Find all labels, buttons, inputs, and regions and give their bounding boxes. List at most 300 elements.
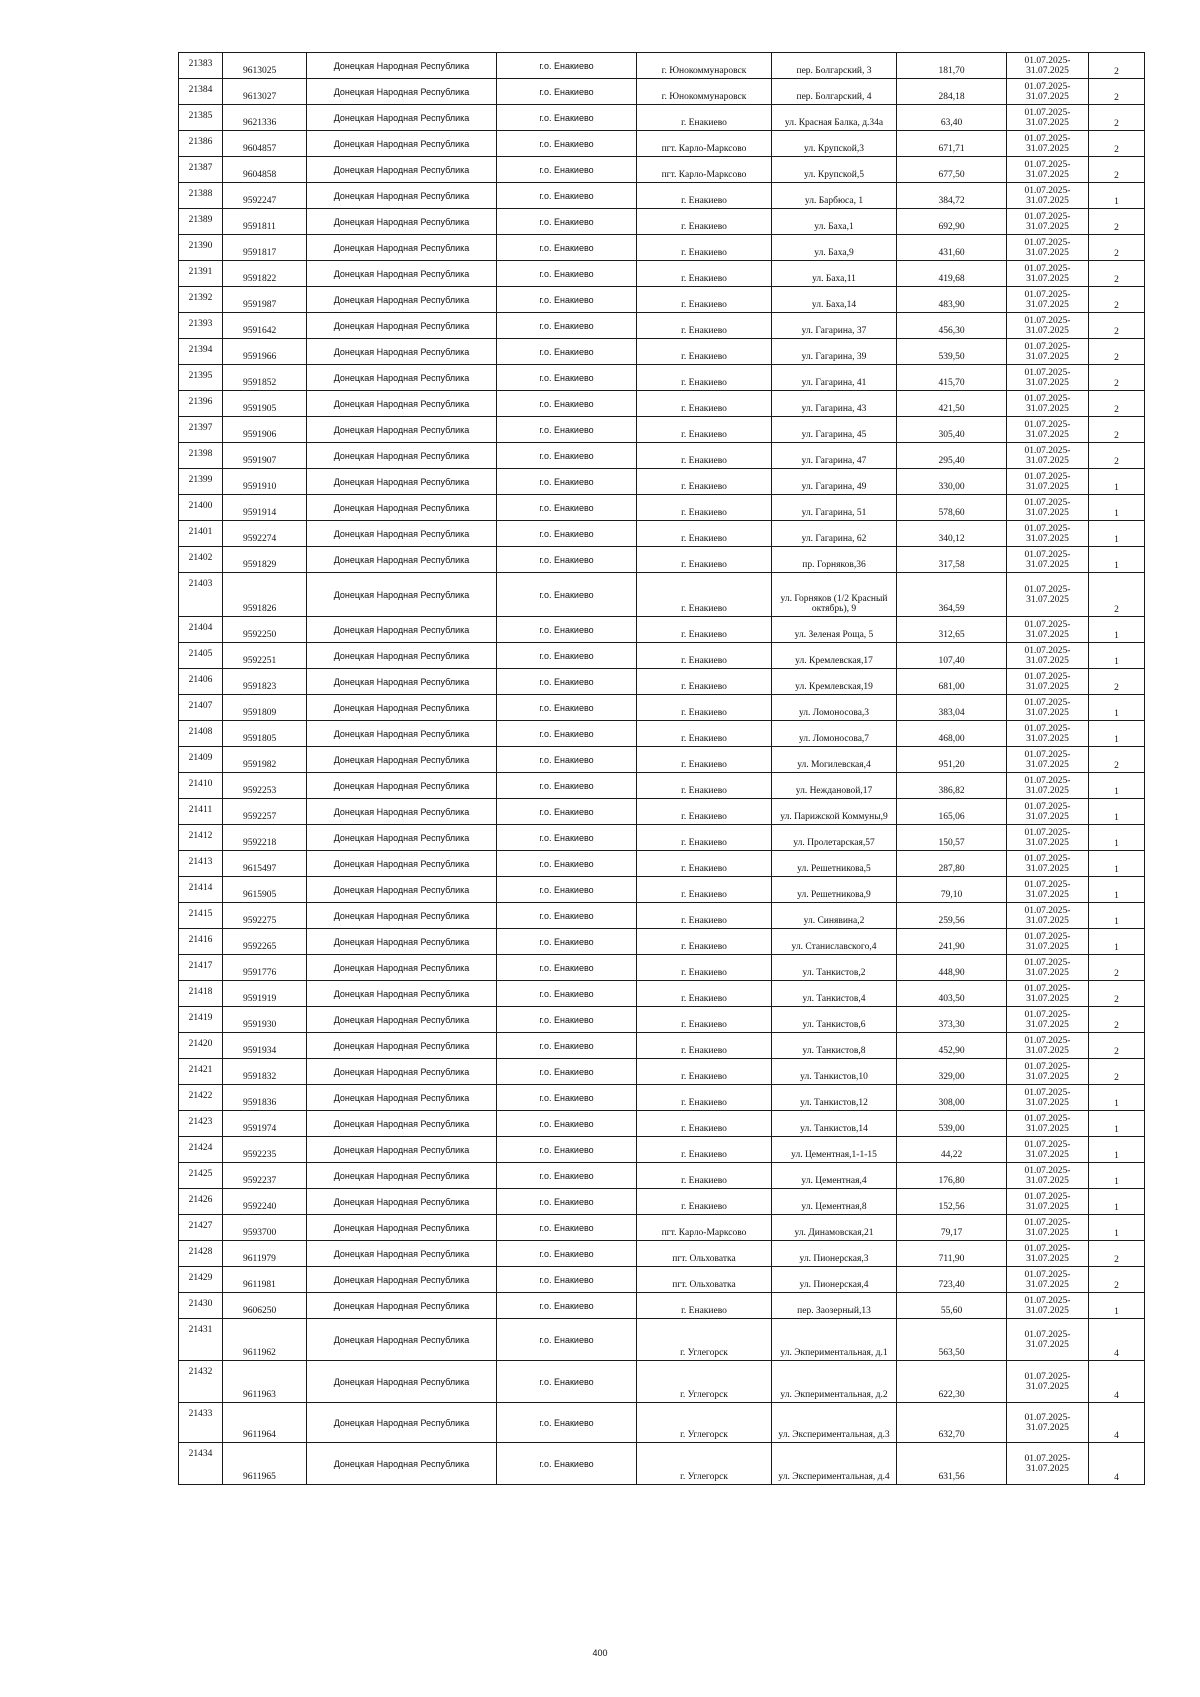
area-value: 241,90 [897, 929, 1007, 955]
street-address: ул. Кремлевская,19 [772, 669, 897, 695]
street-address: ул. Танкистов,12 [772, 1085, 897, 1111]
count-value: 2 [1089, 53, 1145, 79]
settlement-name: пгт. Карло-Марксово [637, 1215, 772, 1241]
region-name: Донецкая Народная Республика [307, 617, 497, 643]
row-number: 21393 [179, 313, 223, 339]
table-row [179, 53, 1145, 79]
area-value: 452,90 [897, 1033, 1007, 1059]
row-number: 21384 [179, 79, 223, 105]
area-value: 456,30 [897, 313, 1007, 339]
district-name: г.о. Енакиево [497, 1085, 637, 1111]
count-value: 2 [1089, 747, 1145, 773]
settlement-name: г. Енакиево [637, 617, 772, 643]
street-address: ул. Баха,11 [772, 261, 897, 287]
object-code: 9591966 [223, 339, 307, 365]
table-row [179, 1241, 1145, 1267]
period-dates: 01.07.2025- 31.07.2025 [1007, 877, 1089, 903]
object-code: 9591836 [223, 1085, 307, 1111]
settlement-name: г. Енакиево [637, 825, 772, 851]
period-dates: 01.07.2025- 31.07.2025 [1007, 131, 1089, 157]
district-name: г.о. Енакиево [497, 877, 637, 903]
row-number: 21424 [179, 1137, 223, 1163]
area-value: 287,80 [897, 851, 1007, 877]
area-value: 364,59 [897, 573, 1007, 617]
region-name: Донецкая Народная Республика [307, 157, 497, 183]
region-name: Донецкая Народная Республика [307, 1085, 497, 1111]
region-name: Донецкая Народная Республика [307, 903, 497, 929]
street-address: ул. Танкистов,4 [772, 981, 897, 1007]
row-number: 21391 [179, 261, 223, 287]
settlement-name: г. Енакиево [637, 643, 772, 669]
table-row [179, 747, 1145, 773]
period-dates: 01.07.2025- 31.07.2025 [1007, 261, 1089, 287]
object-code: 9611964 [223, 1403, 307, 1443]
object-code: 9591817 [223, 235, 307, 261]
row-number: 21406 [179, 669, 223, 695]
object-code: 9591776 [223, 955, 307, 981]
settlement-name: г. Енакиево [637, 365, 772, 391]
row-number: 21404 [179, 617, 223, 643]
object-code: 9592247 [223, 183, 307, 209]
row-number: 21386 [179, 131, 223, 157]
object-code: 9591914 [223, 495, 307, 521]
area-value: 563,50 [897, 1319, 1007, 1361]
settlement-name: г. Углегорск [637, 1361, 772, 1403]
area-value: 415,70 [897, 365, 1007, 391]
street-address: ул. Неждановой,17 [772, 773, 897, 799]
object-code: 9591974 [223, 1111, 307, 1137]
area-value: 448,90 [897, 955, 1007, 981]
street-address: ул. Цементная,8 [772, 1189, 897, 1215]
region-name: Донецкая Народная Республика [307, 417, 497, 443]
district-name: г.о. Енакиево [497, 1443, 637, 1485]
period-dates: 01.07.2025- 31.07.2025 [1007, 1163, 1089, 1189]
settlement-name: г. Енакиево [637, 339, 772, 365]
object-code: 9615905 [223, 877, 307, 903]
district-name: г.о. Енакиево [497, 955, 637, 981]
count-value: 2 [1089, 105, 1145, 131]
district-name: г.о. Енакиево [497, 695, 637, 721]
object-code: 9591829 [223, 547, 307, 573]
table-row [179, 1189, 1145, 1215]
street-address: ул. Синявина,2 [772, 903, 897, 929]
settlement-name: г. Углегорск [637, 1403, 772, 1443]
settlement-name: г. Енакиево [637, 695, 772, 721]
region-name: Донецкая Народная Республика [307, 1267, 497, 1293]
row-number: 21390 [179, 235, 223, 261]
region-name: Донецкая Народная Республика [307, 261, 497, 287]
region-name: Донецкая Народная Республика [307, 53, 497, 79]
object-code: 9591910 [223, 469, 307, 495]
area-value: 176,80 [897, 1163, 1007, 1189]
row-number: 21407 [179, 695, 223, 721]
settlement-name: г. Енакиево [637, 469, 772, 495]
district-name: г.о. Енакиево [497, 799, 637, 825]
period-dates: 01.07.2025- 31.07.2025 [1007, 287, 1089, 313]
table-row [179, 157, 1145, 183]
period-dates: 01.07.2025- 31.07.2025 [1007, 573, 1089, 617]
table-row [179, 929, 1145, 955]
district-name: г.о. Енакиево [497, 617, 637, 643]
object-code: 9591906 [223, 417, 307, 443]
settlement-name: г. Енакиево [637, 547, 772, 573]
settlement-name: г. Углегорск [637, 1443, 772, 1485]
area-value: 681,00 [897, 669, 1007, 695]
row-number: 21399 [179, 469, 223, 495]
object-code: 9606250 [223, 1293, 307, 1319]
region-name: Донецкая Народная Республика [307, 547, 497, 573]
district-name: г.о. Енакиево [497, 209, 637, 235]
period-dates: 01.07.2025- 31.07.2025 [1007, 365, 1089, 391]
count-value: 4 [1089, 1443, 1145, 1485]
row-number: 21425 [179, 1163, 223, 1189]
district-name: г.о. Енакиево [497, 495, 637, 521]
region-name: Донецкая Народная Республика [307, 643, 497, 669]
row-number: 21385 [179, 105, 223, 131]
region-name: Донецкая Народная Республика [307, 1137, 497, 1163]
table-row [179, 105, 1145, 131]
settlement-name: г. Енакиево [637, 1163, 772, 1189]
area-value: 284,18 [897, 79, 1007, 105]
table-row [179, 521, 1145, 547]
street-address: ул. Динамовская,21 [772, 1215, 897, 1241]
count-value: 2 [1089, 339, 1145, 365]
count-value: 1 [1089, 1163, 1145, 1189]
table-row [179, 1267, 1145, 1293]
row-number: 21410 [179, 773, 223, 799]
street-address: ул. Танкистов,10 [772, 1059, 897, 1085]
object-code: 9591832 [223, 1059, 307, 1085]
region-name: Донецкая Народная Республика [307, 929, 497, 955]
row-number: 21417 [179, 955, 223, 981]
district-name: г.о. Енакиево [497, 417, 637, 443]
row-number: 21398 [179, 443, 223, 469]
period-dates: 01.07.2025- 31.07.2025 [1007, 1403, 1089, 1443]
period-dates: 01.07.2025- 31.07.2025 [1007, 929, 1089, 955]
street-address: ул. Баха,9 [772, 235, 897, 261]
count-value: 2 [1089, 669, 1145, 695]
period-dates: 01.07.2025- 31.07.2025 [1007, 1215, 1089, 1241]
object-code: 9611965 [223, 1443, 307, 1485]
row-number: 21389 [179, 209, 223, 235]
table-row [179, 131, 1145, 157]
count-value: 1 [1089, 521, 1145, 547]
object-code: 9604857 [223, 131, 307, 157]
object-code: 9611963 [223, 1361, 307, 1403]
count-value: 1 [1089, 1189, 1145, 1215]
table-row [179, 365, 1145, 391]
row-number: 21433 [179, 1403, 223, 1443]
district-name: г.о. Енакиево [497, 157, 637, 183]
region-name: Донецкая Народная Республика [307, 1319, 497, 1361]
area-value: 671,71 [897, 131, 1007, 157]
row-number: 21420 [179, 1033, 223, 1059]
district-name: г.о. Енакиево [497, 1059, 637, 1085]
area-value: 384,72 [897, 183, 1007, 209]
row-number: 21387 [179, 157, 223, 183]
object-code: 9592274 [223, 521, 307, 547]
region-name: Донецкая Народная Республика [307, 209, 497, 235]
area-value: 317,58 [897, 547, 1007, 573]
table-row [179, 1163, 1145, 1189]
region-name: Донецкая Народная Республика [307, 1403, 497, 1443]
row-number: 21418 [179, 981, 223, 1007]
region-name: Донецкая Народная Республика [307, 469, 497, 495]
street-address: ул. Пионерская,4 [772, 1267, 897, 1293]
object-code: 9591809 [223, 695, 307, 721]
district-name: г.о. Енакиево [497, 1189, 637, 1215]
count-value: 2 [1089, 443, 1145, 469]
district-name: г.о. Енакиево [497, 721, 637, 747]
district-name: г.о. Енакиево [497, 1007, 637, 1033]
table-row [179, 695, 1145, 721]
row-number: 21421 [179, 1059, 223, 1085]
period-dates: 01.07.2025- 31.07.2025 [1007, 521, 1089, 547]
object-code: 9591852 [223, 365, 307, 391]
period-dates: 01.07.2025- 31.07.2025 [1007, 721, 1089, 747]
table-row [179, 981, 1145, 1007]
count-value: 1 [1089, 1085, 1145, 1111]
row-number: 21396 [179, 391, 223, 417]
settlement-name: г. Енакиево [637, 261, 772, 287]
street-address: пер. Болгарский, 4 [772, 79, 897, 105]
period-dates: 01.07.2025- 31.07.2025 [1007, 1059, 1089, 1085]
region-name: Донецкая Народная Республика [307, 1293, 497, 1319]
row-number: 21428 [179, 1241, 223, 1267]
period-dates: 01.07.2025- 31.07.2025 [1007, 469, 1089, 495]
street-address: пр. Горняков,36 [772, 547, 897, 573]
district-name: г.о. Енакиево [497, 643, 637, 669]
count-value: 2 [1089, 261, 1145, 287]
region-name: Донецкая Народная Республика [307, 495, 497, 521]
table-row [179, 573, 1145, 617]
count-value: 2 [1089, 365, 1145, 391]
settlement-name: г. Енакиево [637, 721, 772, 747]
period-dates: 01.07.2025- 31.07.2025 [1007, 339, 1089, 365]
district-name: г.о. Енакиево [497, 235, 637, 261]
area-value: 63,40 [897, 105, 1007, 131]
object-code: 9591642 [223, 313, 307, 339]
area-value: 677,50 [897, 157, 1007, 183]
area-value: 692,90 [897, 209, 1007, 235]
area-value: 152,56 [897, 1189, 1007, 1215]
settlement-name: г. Енакиево [637, 443, 772, 469]
table-row [179, 495, 1145, 521]
table-row [179, 1293, 1145, 1319]
street-address: ул. Танкистов,6 [772, 1007, 897, 1033]
object-code: 9611981 [223, 1267, 307, 1293]
count-value: 1 [1089, 929, 1145, 955]
count-value: 2 [1089, 287, 1145, 313]
area-value: 79,17 [897, 1215, 1007, 1241]
street-address: ул. Пионерская,3 [772, 1241, 897, 1267]
table-row [179, 79, 1145, 105]
district-name: г.о. Енакиево [497, 1215, 637, 1241]
table-row [179, 643, 1145, 669]
period-dates: 01.07.2025- 31.07.2025 [1007, 443, 1089, 469]
count-value: 2 [1089, 1267, 1145, 1293]
row-number: 21411 [179, 799, 223, 825]
area-value: 329,00 [897, 1059, 1007, 1085]
area-value: 79,10 [897, 877, 1007, 903]
period-dates: 01.07.2025- 31.07.2025 [1007, 1267, 1089, 1293]
table-row [179, 1085, 1145, 1111]
object-code: 9621336 [223, 105, 307, 131]
object-code: 9591919 [223, 981, 307, 1007]
count-value: 2 [1089, 209, 1145, 235]
table-row [179, 1443, 1145, 1485]
district-name: г.о. Енакиево [497, 1163, 637, 1189]
count-value: 4 [1089, 1319, 1145, 1361]
table-row [179, 1111, 1145, 1137]
count-value: 1 [1089, 695, 1145, 721]
region-name: Донецкая Народная Республика [307, 1443, 497, 1485]
region-name: Донецкая Народная Республика [307, 721, 497, 747]
count-value: 1 [1089, 183, 1145, 209]
area-value: 373,30 [897, 1007, 1007, 1033]
period-dates: 01.07.2025- 31.07.2025 [1007, 1189, 1089, 1215]
period-dates: 01.07.2025- 31.07.2025 [1007, 79, 1089, 105]
row-number: 21388 [179, 183, 223, 209]
region-name: Донецкая Народная Республика [307, 981, 497, 1007]
district-name: г.о. Енакиево [497, 313, 637, 339]
object-code: 9591907 [223, 443, 307, 469]
row-number: 21405 [179, 643, 223, 669]
object-code: 9613027 [223, 79, 307, 105]
area-value: 483,90 [897, 287, 1007, 313]
settlement-name: г. Углегорск [637, 1319, 772, 1361]
street-address: ул. Пролетарская,57 [772, 825, 897, 851]
table-row [179, 339, 1145, 365]
row-number: 21431 [179, 1319, 223, 1361]
object-code: 9615497 [223, 851, 307, 877]
region-name: Донецкая Народная Республика [307, 1215, 497, 1241]
object-code: 9604858 [223, 157, 307, 183]
area-value: 723,40 [897, 1267, 1007, 1293]
row-number: 21434 [179, 1443, 223, 1485]
area-value: 107,40 [897, 643, 1007, 669]
period-dates: 01.07.2025- 31.07.2025 [1007, 903, 1089, 929]
street-address: ул. Гагарина, 51 [772, 495, 897, 521]
region-name: Донецкая Народная Республика [307, 695, 497, 721]
period-dates: 01.07.2025- 31.07.2025 [1007, 981, 1089, 1007]
street-address: ул. Гагарина, 37 [772, 313, 897, 339]
street-address: ул. Гагарина, 41 [772, 365, 897, 391]
settlement-name: пгт. Карло-Марксово [637, 131, 772, 157]
area-value: 305,40 [897, 417, 1007, 443]
count-value: 1 [1089, 469, 1145, 495]
count-value: 2 [1089, 981, 1145, 1007]
settlement-name: г. Енакиево [637, 929, 772, 955]
row-number: 21414 [179, 877, 223, 903]
table-row [179, 721, 1145, 747]
settlement-name: г. Енакиево [637, 1059, 772, 1085]
table-row [179, 1403, 1145, 1443]
count-value: 1 [1089, 825, 1145, 851]
count-value: 2 [1089, 313, 1145, 339]
street-address: ул. Кремлевская,17 [772, 643, 897, 669]
row-number: 21408 [179, 721, 223, 747]
district-name: г.о. Енакиево [497, 825, 637, 851]
table-row [179, 1059, 1145, 1085]
region-name: Донецкая Народная Республика [307, 287, 497, 313]
table-row [179, 903, 1145, 929]
district-name: г.о. Енакиево [497, 105, 637, 131]
period-dates: 01.07.2025- 31.07.2025 [1007, 417, 1089, 443]
settlement-name: г. Енакиево [637, 1033, 772, 1059]
period-dates: 01.07.2025- 31.07.2025 [1007, 1137, 1089, 1163]
count-value: 1 [1089, 1215, 1145, 1241]
settlement-name: г. Енакиево [637, 669, 772, 695]
table-row [179, 877, 1145, 903]
street-address: ул. Экспериментальная, д.3 [772, 1403, 897, 1443]
settlement-name: г. Енакиево [637, 877, 772, 903]
page-number: 400 [592, 1648, 608, 1658]
table-row [179, 443, 1145, 469]
settlement-name: г. Енакиево [637, 287, 772, 313]
table-row [179, 417, 1145, 443]
settlement-name: г. Енакиево [637, 209, 772, 235]
period-dates: 01.07.2025- 31.07.2025 [1007, 547, 1089, 573]
area-value: 330,00 [897, 469, 1007, 495]
street-address: ул. Баха,1 [772, 209, 897, 235]
street-address: ул. Цементная,1-1-15 [772, 1137, 897, 1163]
count-value: 1 [1089, 851, 1145, 877]
street-address: ул. Гагарина, 43 [772, 391, 897, 417]
area-value: 181,70 [897, 53, 1007, 79]
object-code: 9591811 [223, 209, 307, 235]
settlement-name: г. Енакиево [637, 903, 772, 929]
settlement-name: г. Енакиево [637, 773, 772, 799]
table-row [179, 825, 1145, 851]
period-dates: 01.07.2025- 31.07.2025 [1007, 955, 1089, 981]
settlement-name: г. Юнокоммунаровск [637, 79, 772, 105]
region-name: Донецкая Народная Республика [307, 573, 497, 617]
settlement-name: г. Енакиево [637, 417, 772, 443]
count-value: 1 [1089, 547, 1145, 573]
district-name: г.о. Енакиево [497, 1241, 637, 1267]
settlement-name: г. Юнокоммунаровск [637, 53, 772, 79]
object-code: 9592251 [223, 643, 307, 669]
row-number: 21419 [179, 1007, 223, 1033]
district-name: г.о. Енакиево [497, 339, 637, 365]
street-address: ул. Горняков (1/2 Красный октябрь), 9 [772, 573, 897, 617]
street-address: ул. Гагарина, 62 [772, 521, 897, 547]
region-name: Донецкая Народная Республика [307, 1033, 497, 1059]
object-code: 9592235 [223, 1137, 307, 1163]
region-name: Донецкая Народная Республика [307, 747, 497, 773]
area-value: 383,04 [897, 695, 1007, 721]
count-value: 1 [1089, 495, 1145, 521]
row-number: 21383 [179, 53, 223, 79]
row-number: 21423 [179, 1111, 223, 1137]
region-name: Донецкая Народная Республика [307, 313, 497, 339]
area-value: 295,40 [897, 443, 1007, 469]
count-value: 2 [1089, 391, 1145, 417]
region-name: Донецкая Народная Республика [307, 391, 497, 417]
region-name: Донецкая Народная Республика [307, 1007, 497, 1033]
table-row [179, 1361, 1145, 1403]
period-dates: 01.07.2025- 31.07.2025 [1007, 773, 1089, 799]
district-name: г.о. Енакиево [497, 287, 637, 313]
street-address: ул. Экпериментальная, д.2 [772, 1361, 897, 1403]
settlement-name: г. Енакиево [637, 1189, 772, 1215]
table-row [179, 391, 1145, 417]
period-dates: 01.07.2025- 31.07.2025 [1007, 747, 1089, 773]
row-number: 21400 [179, 495, 223, 521]
settlement-name: г. Енакиево [637, 851, 772, 877]
settlement-name: г. Енакиево [637, 105, 772, 131]
